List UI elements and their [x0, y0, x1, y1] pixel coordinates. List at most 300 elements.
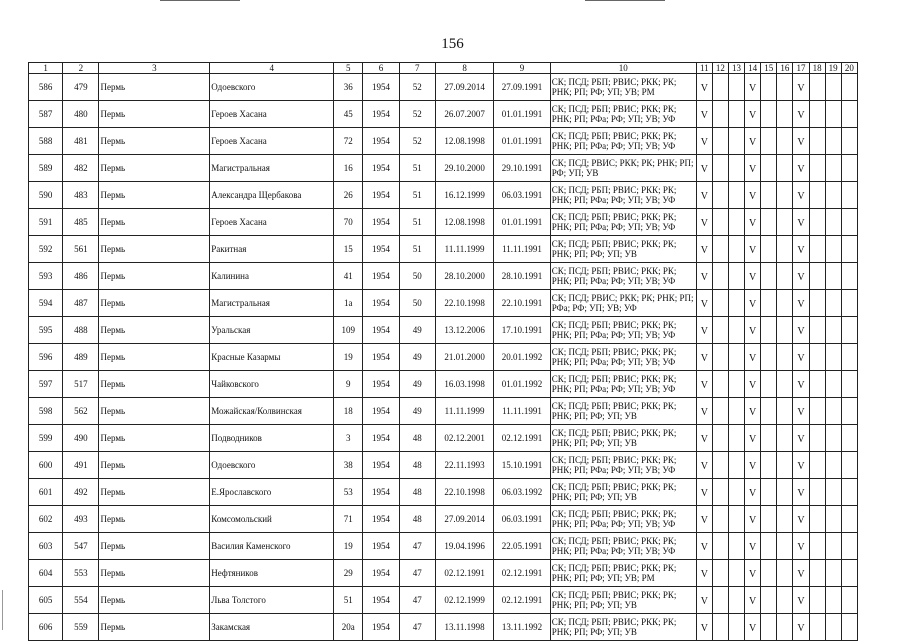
mark-col-11: V: [696, 560, 712, 587]
empty-cell-col-15: [761, 101, 777, 128]
row-number: 605: [29, 587, 63, 614]
mark-col-14: V: [745, 317, 761, 344]
mark-col-11: V: [696, 74, 712, 101]
year: 1954: [363, 587, 399, 614]
column-header-5: 5: [334, 63, 363, 74]
mark-col-11: V: [696, 236, 712, 263]
street: Закамская: [210, 614, 334, 641]
codes: СК; ПСД; РБП; РВИС; РКК; РК; РНК; РП; РФ; УП; УВ; РМ: [550, 560, 696, 587]
empty-cell-col-13: [728, 344, 744, 371]
column-header-7: 7: [399, 63, 435, 74]
empty-cell-col-15: [761, 209, 777, 236]
codes: СК; ПСД; РБП; РВИС; РКК; РК; РНК; РП; РФ; УП; УВ: [550, 398, 696, 425]
record-id: 562: [63, 398, 99, 425]
city: Пермь: [99, 236, 210, 263]
empty-cell-col-20: [841, 425, 857, 452]
mark-col-11: V: [696, 398, 712, 425]
column-7-value: 47: [399, 533, 435, 560]
row-number: 599: [29, 425, 63, 452]
record-id: 559: [63, 614, 99, 641]
year: 1954: [363, 236, 399, 263]
column-header-20: 20: [841, 63, 857, 74]
empty-cell-col-16: [777, 479, 793, 506]
street: Александра Щербакова: [210, 182, 334, 209]
date-1: 22.10.1998: [435, 479, 493, 506]
empty-cell-col-19: [825, 74, 841, 101]
record-id: 547: [63, 533, 99, 560]
codes: СК; ПСД; РБП; РВИС; РКК; РК; РНК; РП; РФ; УП; УВ: [550, 236, 696, 263]
record-id: 490: [63, 425, 99, 452]
row-number: 602: [29, 506, 63, 533]
empty-cell-col-15: [761, 182, 777, 209]
column-7-value: 47: [399, 560, 435, 587]
empty-cell-col-16: [777, 560, 793, 587]
street: Калинина: [210, 263, 334, 290]
year: 1954: [363, 371, 399, 398]
empty-cell-col-15: [761, 560, 777, 587]
mark-col-14: V: [745, 290, 761, 317]
date-2: 28.10.1991: [494, 263, 550, 290]
empty-cell-col-12: [712, 128, 728, 155]
column-7-value: 52: [399, 74, 435, 101]
house-number: 36: [334, 74, 363, 101]
empty-cell-col-18: [809, 155, 825, 182]
city: Пермь: [99, 479, 210, 506]
date-1: 16.12.1999: [435, 182, 493, 209]
empty-cell-col-19: [825, 398, 841, 425]
row-number: 588: [29, 128, 63, 155]
codes: СК; ПСД; РБП; РВИС; РКК; РК; РНК; РП; РФ; УП; УВ: [550, 425, 696, 452]
mark-col-17: V: [793, 587, 809, 614]
column-header-14: 14: [745, 63, 761, 74]
row-number: 594: [29, 290, 63, 317]
city: Пермь: [99, 128, 210, 155]
table-row: [29, 155, 858, 182]
scan-edge-line-right: [585, 0, 665, 1]
empty-cell-col-12: [712, 587, 728, 614]
mark-col-14: V: [745, 506, 761, 533]
date-1: 11.11.1999: [435, 236, 493, 263]
empty-cell-col-13: [728, 614, 744, 641]
empty-cell-col-19: [825, 290, 841, 317]
street: Чайковского: [210, 371, 334, 398]
row-number: 595: [29, 317, 63, 344]
empty-cell-col-12: [712, 344, 728, 371]
mark-col-17: V: [793, 74, 809, 101]
mark-col-14: V: [745, 587, 761, 614]
house-number: 19: [334, 344, 363, 371]
empty-cell-col-20: [841, 74, 857, 101]
mark-col-17: V: [793, 560, 809, 587]
empty-cell-col-12: [712, 101, 728, 128]
column-7-value: 47: [399, 587, 435, 614]
mark-col-14: V: [745, 155, 761, 182]
record-id: 493: [63, 506, 99, 533]
house-number: 41: [334, 263, 363, 290]
codes: СК; ПСД; РБП; РВИС; РКК; РК; РНК; РП; РФа; РФ; УП; УВ; УФ: [550, 371, 696, 398]
year: 1954: [363, 344, 399, 371]
mark-col-17: V: [793, 344, 809, 371]
empty-cell-col-15: [761, 371, 777, 398]
empty-cell-col-16: [777, 344, 793, 371]
table-body: [29, 74, 858, 641]
empty-cell-col-13: [728, 533, 744, 560]
empty-cell-col-15: [761, 587, 777, 614]
record-id: 488: [63, 317, 99, 344]
mark-col-11: V: [696, 317, 712, 344]
empty-cell-col-19: [825, 263, 841, 290]
empty-cell-col-13: [728, 317, 744, 344]
mark-col-14: V: [745, 452, 761, 479]
empty-cell-col-19: [825, 506, 841, 533]
empty-cell-col-20: [841, 290, 857, 317]
empty-cell-col-15: [761, 479, 777, 506]
house-number: 38: [334, 452, 363, 479]
table-row: [29, 398, 858, 425]
codes: СК; ПСД; РБП; РВИС; РКК; РК; РНК; РП; РФ; УП; УВ; РМ: [550, 74, 696, 101]
mark-col-17: V: [793, 398, 809, 425]
street: Одоевского: [210, 452, 334, 479]
empty-cell-col-20: [841, 479, 857, 506]
year: 1954: [363, 560, 399, 587]
mark-col-17: V: [793, 128, 809, 155]
mark-col-17: V: [793, 371, 809, 398]
empty-cell-col-15: [761, 263, 777, 290]
house-number: 29: [334, 560, 363, 587]
mark-col-17: V: [793, 155, 809, 182]
empty-cell-col-12: [712, 155, 728, 182]
empty-cell-col-12: [712, 506, 728, 533]
empty-cell-col-20: [841, 506, 857, 533]
year: 1954: [363, 128, 399, 155]
date-1: 02.12.1999: [435, 587, 493, 614]
year: 1954: [363, 614, 399, 641]
empty-cell-col-16: [777, 425, 793, 452]
record-id: 483: [63, 182, 99, 209]
empty-cell-col-16: [777, 506, 793, 533]
street: Льва Толстого: [210, 587, 334, 614]
house-number: 71: [334, 506, 363, 533]
table-row: [29, 479, 858, 506]
mark-col-14: V: [745, 263, 761, 290]
mark-col-11: V: [696, 425, 712, 452]
empty-cell-col-15: [761, 236, 777, 263]
column-header-8: 8: [435, 63, 493, 74]
empty-cell-col-19: [825, 209, 841, 236]
empty-cell-col-18: [809, 398, 825, 425]
date-1: 02.12.1991: [435, 560, 493, 587]
street: Ракитная: [210, 236, 334, 263]
empty-cell-col-15: [761, 452, 777, 479]
empty-cell-col-20: [841, 182, 857, 209]
codes: СК; ПСД; РБП; РВИС; РКК; РК; РНК; РП; РФа; РФ; УП; УВ; УФ: [550, 101, 696, 128]
year: 1954: [363, 398, 399, 425]
date-2: 06.03.1991: [494, 182, 550, 209]
column-7-value: 48: [399, 452, 435, 479]
date-1: 27.09.2014: [435, 506, 493, 533]
column-7-value: 49: [399, 371, 435, 398]
mark-col-11: V: [696, 533, 712, 560]
street: Уральская: [210, 317, 334, 344]
mark-col-17: V: [793, 263, 809, 290]
empty-cell-col-15: [761, 290, 777, 317]
year: 1954: [363, 263, 399, 290]
house-number: 1а: [334, 290, 363, 317]
empty-cell-col-13: [728, 74, 744, 101]
codes: СК; ПСД; РБП; РВИС; РКК; РК; РНК; РП; РФа; РФ; УП; УВ; УФ: [550, 533, 696, 560]
empty-cell-col-12: [712, 182, 728, 209]
empty-cell-col-13: [728, 452, 744, 479]
empty-cell-col-18: [809, 452, 825, 479]
table-row: [29, 344, 858, 371]
codes: СК; ПСД; РБП; РВИС; РКК; РК; РНК; РП; РФ; УП; УВ: [550, 587, 696, 614]
empty-cell-col-12: [712, 533, 728, 560]
date-2: 11.11.1991: [494, 236, 550, 263]
empty-cell-col-19: [825, 371, 841, 398]
column-header-4: 4: [210, 63, 334, 74]
date-1: 02.12.2001: [435, 425, 493, 452]
empty-cell-col-20: [841, 317, 857, 344]
empty-cell-col-20: [841, 560, 857, 587]
empty-cell-col-18: [809, 263, 825, 290]
table-row: [29, 317, 858, 344]
city: Пермь: [99, 452, 210, 479]
scan-edge-line-left: [160, 0, 240, 1]
street: Е.Ярославского: [210, 479, 334, 506]
mark-col-11: V: [696, 209, 712, 236]
empty-cell-col-13: [728, 128, 744, 155]
row-number: 591: [29, 209, 63, 236]
column-7-value: 52: [399, 101, 435, 128]
house-number: 72: [334, 128, 363, 155]
empty-cell-col-12: [712, 452, 728, 479]
empty-cell-col-13: [728, 290, 744, 317]
codes: СК; ПСД; РБП; РВИС; РКК; РК; РНК; РП; РФ; УП; УВ: [550, 479, 696, 506]
mark-col-14: V: [745, 344, 761, 371]
mark-col-14: V: [745, 533, 761, 560]
empty-cell-col-19: [825, 128, 841, 155]
empty-cell-col-13: [728, 236, 744, 263]
house-number: 19: [334, 533, 363, 560]
date-2: 22.10.1991: [494, 290, 550, 317]
street: Героев Хасана: [210, 209, 334, 236]
column-7-value: 50: [399, 290, 435, 317]
empty-cell-col-12: [712, 398, 728, 425]
street: Комсомольский: [210, 506, 334, 533]
empty-cell-col-20: [841, 236, 857, 263]
table-row: [29, 560, 858, 587]
column-header-9: 9: [494, 63, 550, 74]
empty-cell-col-19: [825, 452, 841, 479]
street: Можайская/Колвинская: [210, 398, 334, 425]
empty-cell-col-19: [825, 317, 841, 344]
date-2: 01.01.1991: [494, 101, 550, 128]
empty-cell-col-16: [777, 614, 793, 641]
mark-col-17: V: [793, 425, 809, 452]
mark-col-14: V: [745, 74, 761, 101]
date-1: 22.11.1993: [435, 452, 493, 479]
mark-col-14: V: [745, 398, 761, 425]
city: Пермь: [99, 425, 210, 452]
street: Героев Хасана: [210, 128, 334, 155]
empty-cell-col-20: [841, 398, 857, 425]
mark-col-17: V: [793, 317, 809, 344]
mark-col-11: V: [696, 506, 712, 533]
column-7-value: 49: [399, 398, 435, 425]
empty-cell-col-18: [809, 587, 825, 614]
mark-col-11: V: [696, 290, 712, 317]
column-7-value: 51: [399, 209, 435, 236]
empty-cell-col-12: [712, 209, 728, 236]
city: Пермь: [99, 398, 210, 425]
table-row: [29, 236, 858, 263]
house-number: 45: [334, 101, 363, 128]
table-row: [29, 506, 858, 533]
empty-cell-col-16: [777, 182, 793, 209]
street: Красные Казармы: [210, 344, 334, 371]
city: Пермь: [99, 74, 210, 101]
mark-col-11: V: [696, 101, 712, 128]
empty-cell-col-13: [728, 182, 744, 209]
house-number: 9: [334, 371, 363, 398]
column-7-value: 52: [399, 128, 435, 155]
empty-cell-col-13: [728, 155, 744, 182]
empty-cell-col-18: [809, 425, 825, 452]
empty-cell-col-19: [825, 533, 841, 560]
year: 1954: [363, 155, 399, 182]
empty-cell-col-19: [825, 155, 841, 182]
empty-cell-col-18: [809, 479, 825, 506]
column-7-value: 48: [399, 506, 435, 533]
empty-cell-col-18: [809, 533, 825, 560]
column-header-2: 2: [63, 63, 99, 74]
table-row: [29, 614, 858, 641]
mark-col-17: V: [793, 101, 809, 128]
codes: СК; ПСД; РБП; РВИС; РКК; РК; РНК; РП; РФа; РФ; УП; УВ; УФ: [550, 317, 696, 344]
record-id: 489: [63, 344, 99, 371]
date-2: 17.10.1991: [494, 317, 550, 344]
date-2: 02.12.1991: [494, 560, 550, 587]
row-number: 589: [29, 155, 63, 182]
street: Магистральная: [210, 155, 334, 182]
table-row: [29, 101, 858, 128]
empty-cell-col-20: [841, 209, 857, 236]
empty-cell-col-18: [809, 74, 825, 101]
empty-cell-col-15: [761, 533, 777, 560]
empty-cell-col-18: [809, 128, 825, 155]
empty-cell-col-18: [809, 182, 825, 209]
table-row: [29, 209, 858, 236]
year: 1954: [363, 290, 399, 317]
empty-cell-col-16: [777, 371, 793, 398]
table-header: [29, 63, 858, 74]
empty-cell-col-15: [761, 614, 777, 641]
empty-cell-col-18: [809, 371, 825, 398]
codes: СК; ПСД; РВИС; РКК; РК; РНК; РП; РФа; РФ; УП; УВ; УФ: [550, 290, 696, 317]
column-header-17: 17: [793, 63, 809, 74]
mark-col-14: V: [745, 614, 761, 641]
city: Пермь: [99, 317, 210, 344]
house-number: 18: [334, 398, 363, 425]
table-row: [29, 533, 858, 560]
table-row: [29, 263, 858, 290]
empty-cell-col-16: [777, 398, 793, 425]
codes: СК; ПСД; РБП; РВИС; РКК; РК; РНК; РП; РФа; РФ; УП; УВ; УФ: [550, 209, 696, 236]
column-header-19: 19: [825, 63, 841, 74]
mark-col-17: V: [793, 290, 809, 317]
empty-cell-col-16: [777, 128, 793, 155]
date-1: 13.12.2006: [435, 317, 493, 344]
column-7-value: 49: [399, 344, 435, 371]
year: 1954: [363, 101, 399, 128]
empty-cell-col-12: [712, 74, 728, 101]
record-id: 481: [63, 128, 99, 155]
record-id: 492: [63, 479, 99, 506]
row-number: 601: [29, 479, 63, 506]
table-row: [29, 128, 858, 155]
empty-cell-col-13: [728, 425, 744, 452]
mark-col-14: V: [745, 425, 761, 452]
house-number: 20а: [334, 614, 363, 641]
column-header-11: 11: [696, 63, 712, 74]
mark-col-17: V: [793, 479, 809, 506]
empty-cell-col-15: [761, 155, 777, 182]
empty-cell-col-20: [841, 155, 857, 182]
city: Пермь: [99, 533, 210, 560]
mark-col-11: V: [696, 614, 712, 641]
empty-cell-col-18: [809, 317, 825, 344]
empty-cell-col-20: [841, 533, 857, 560]
row-number: 590: [29, 182, 63, 209]
date-2: 29.10.1991: [494, 155, 550, 182]
empty-cell-col-16: [777, 101, 793, 128]
mark-col-17: V: [793, 236, 809, 263]
date-1: 12.08.1998: [435, 128, 493, 155]
column-7-value: 51: [399, 182, 435, 209]
house-number: 3: [334, 425, 363, 452]
city: Пермь: [99, 371, 210, 398]
empty-cell-col-18: [809, 560, 825, 587]
empty-cell-col-20: [841, 101, 857, 128]
empty-cell-col-15: [761, 398, 777, 425]
date-2: 02.12.1991: [494, 587, 550, 614]
empty-cell-col-13: [728, 398, 744, 425]
date-2: 06.03.1991: [494, 506, 550, 533]
row-number: 596: [29, 344, 63, 371]
mark-col-17: V: [793, 209, 809, 236]
empty-cell-col-19: [825, 614, 841, 641]
house-number: 16: [334, 155, 363, 182]
record-id: 479: [63, 74, 99, 101]
empty-cell-col-13: [728, 479, 744, 506]
record-id: 487: [63, 290, 99, 317]
date-2: 22.05.1991: [494, 533, 550, 560]
street: Одоевского: [210, 74, 334, 101]
column-header-3: 3: [99, 63, 210, 74]
record-id: 485: [63, 209, 99, 236]
empty-cell-col-18: [809, 344, 825, 371]
year: 1954: [363, 425, 399, 452]
empty-cell-col-13: [728, 506, 744, 533]
date-2: 01.01.1991: [494, 128, 550, 155]
column-header-10: 10: [550, 63, 696, 74]
column-header-18: 18: [809, 63, 825, 74]
mark-col-14: V: [745, 236, 761, 263]
empty-cell-col-16: [777, 155, 793, 182]
column-7-value: 47: [399, 614, 435, 641]
table-row: [29, 74, 858, 101]
year: 1954: [363, 209, 399, 236]
